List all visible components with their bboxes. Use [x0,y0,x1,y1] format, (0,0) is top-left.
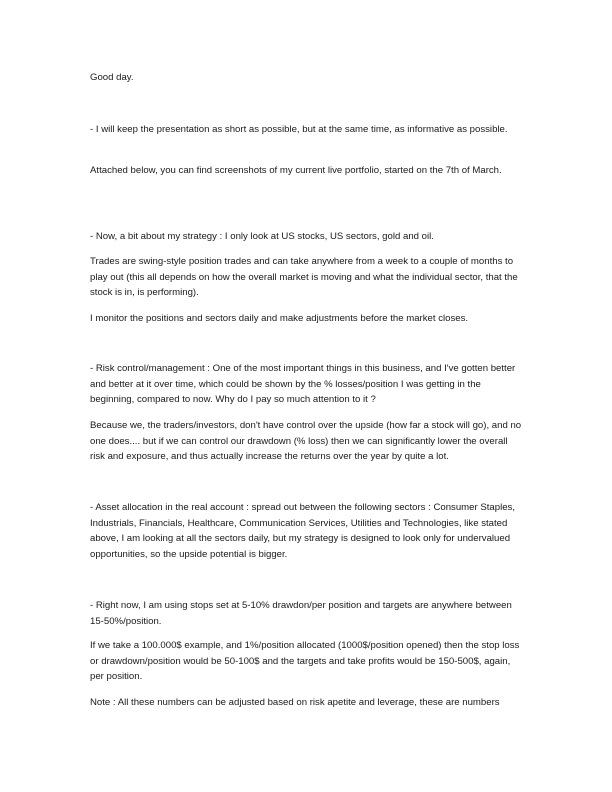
monitoring-paragraph: I monitor the positions and sectors daily and make adjustments before the market closes. [90,313,469,324]
presentation-note: - I will keep the presentation as short as possible, but at the same time, as informative as possible. [90,124,508,135]
asset-allocation-paragraph: - Asset allocation in the real account : spread out between the following sectors : Consumer Staples, Industrials, Financials, Healthcare, Communication Services, Utilities and Technologies, like stated above, I am looking at all the sectors daily, but my strategy is designed to look only for undervalued opportunities, so the upside potential is bigger. [90,502,516,560]
greeting: Good day. [90,72,134,83]
risk-control-paragraph: - Risk control/management : One of the most important things in this business, and I've gotten better and better at it over time, which could be shown by the % losses/position I was getting in the beginning, compared to now. Why do I pay so much attention to it ? [90,363,516,406]
stops-targets-paragraph: - Right now, I am using stops set at 5-10% drawdon/per position and targets are anywhere between 15-50%/position. [90,600,512,627]
example-paragraph: If we take a 100.000$ example, and 1%/position allocated (1000$/position opened) then the stop loss or drawdown/position would be 50-100$ and the targets and take profits would be 150-500$, again, per position. [90,640,520,683]
drawdown-paragraph: Because we, the traders/investors, don't have control over the upside (how far a stock will go), and no one does.... but if we can control our drawdown (% loss) then we can significantly lower the overall risk and exposure, and thus actually increase the returns over the year by quite a lot. [90,420,522,463]
portfolio-screenshots-note: Attached below, you can find screenshots of my current live portfolio, started on the 7th of March. [90,165,502,176]
note-paragraph: Note : All these numbers can be adjusted based on risk apetite and leverage, these are numbers [90,697,500,708]
strategy-intro: - Now, a bit about my strategy : I only look at US stocks, US sectors, gold and oil. [90,231,434,242]
trade-style-paragraph: Trades are swing-style position trades and can take anywhere from a week to a couple of months to play out (this all depends on how the overall market is moving and what the individual sector, that the stock is in, is performing). [90,256,518,299]
